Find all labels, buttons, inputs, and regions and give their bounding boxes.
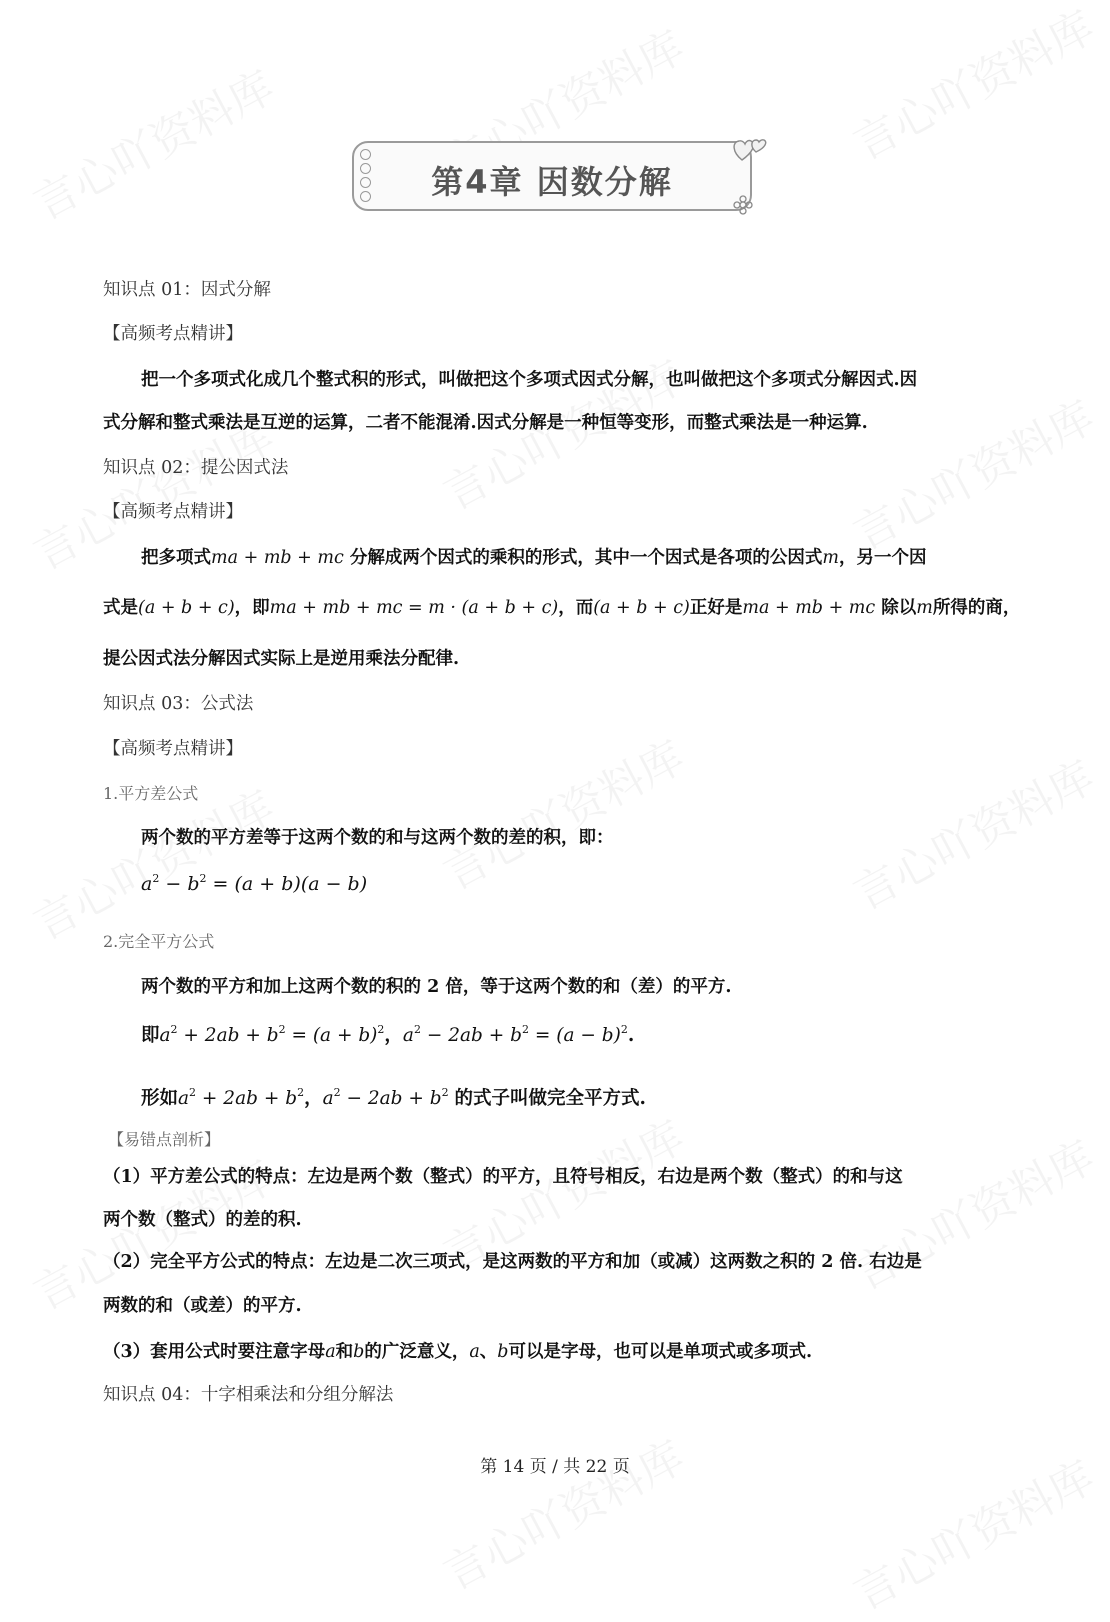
text: 把多项式 xyxy=(141,548,211,568)
text: ，即 xyxy=(234,598,270,618)
formula: ma + mb + mc = m · (a + b + c) xyxy=(269,598,559,618)
text: 分解成两个因式的乘积的形式，其中一个因式是各项的公因式 xyxy=(349,548,823,568)
text: （3）套用公式时要注意字母 xyxy=(103,1342,326,1362)
error-3 xyxy=(103,1340,812,1364)
text: ， xyxy=(304,1088,323,1109)
error-tag: 【易错点剖析】 xyxy=(108,1130,221,1149)
tag-k3: 【高频考点精讲】 xyxy=(103,739,243,759)
variable: a xyxy=(325,1342,336,1362)
watermark xyxy=(840,0,1103,172)
variable: b xyxy=(353,1342,365,1362)
text: 除以 xyxy=(881,598,917,618)
variable: b xyxy=(497,1342,509,1362)
error-1-line1: （1）平方差公式的特点：左边是两个数（整式）的平方，且符号相反，右边是两个数（整式）的和与这 xyxy=(103,1167,903,1187)
watermark xyxy=(430,1422,693,1602)
hearts-icon xyxy=(730,130,770,170)
s1-text: 两个数的平方差等于这两个数的和与这两个数的差的积，即： xyxy=(141,828,614,848)
text: 正好是 xyxy=(689,598,743,618)
formula-difference-of-squares: $a^2 - b^2 = (a + b)(a - b)$ xyxy=(141,872,368,895)
text: 所得的商， xyxy=(932,598,1021,618)
text: ，另一个因 xyxy=(839,548,927,568)
tag-k2: 【高频考点精讲】 xyxy=(103,502,243,522)
formula: ma + mb + mc xyxy=(211,548,344,568)
text: 和 xyxy=(335,1342,354,1362)
section-title-k1: 知识点 01：因式分解 xyxy=(103,280,271,300)
section-title-k4: 知识点 04：十字相乘法和分组分解法 xyxy=(103,1385,394,1405)
text: 可以是字母，也可以是单项式或多项式. xyxy=(508,1342,813,1362)
watermark xyxy=(840,742,1103,922)
section-title-k2: 知识点 02：提公因式法 xyxy=(103,458,289,478)
text: ，而 xyxy=(558,598,594,618)
watermark xyxy=(430,722,693,902)
variable: m xyxy=(916,598,933,618)
text: 的广泛意义， xyxy=(364,1342,470,1362)
chapter-banner xyxy=(352,141,752,211)
k1-paragraph-line2: 式分解和整式乘法是互逆的运算，二者不能混淆.因式分解是一种恒等变形，而整式乘法是一种运算. xyxy=(103,413,868,433)
s2-text: 两个数的平方和加上这两个数的积的 2 倍，等于这两个数的和（差）的平方. xyxy=(141,977,732,997)
variable: a xyxy=(469,1342,480,1362)
error-2-line1: （2）完全平方公式的特点：左边是二次三项式，是这两数的平方和加（或减）这两数之积的 2 倍. 右边是 xyxy=(103,1252,922,1272)
text: 形如 xyxy=(141,1088,179,1109)
flower-icon xyxy=(732,194,754,216)
watermark xyxy=(840,1122,1103,1302)
subsection-title-1: 1.平方差公式 xyxy=(103,784,199,803)
perfect-square-form: 形如$a^2 + 2ab + b^2$，$a^2 - 2ab + b^2$ 的式子叫做完全平方式. xyxy=(141,1086,646,1109)
text: 即 xyxy=(141,1025,160,1046)
watermark xyxy=(840,382,1103,562)
k2-line3: 提公因式法分解因式实际上是逆用乘法分配律. xyxy=(103,649,460,669)
k1-paragraph-line1: 把一个多项式化成几个整式积的形式，叫做把这个多项式因式分解，也叫做把这个多项式分解因式.因 xyxy=(141,370,918,390)
k2-line2 xyxy=(103,596,1020,620)
text: 、 xyxy=(479,1342,498,1362)
formula: ma + mb + mc xyxy=(742,598,876,618)
text: . xyxy=(627,1025,635,1046)
variable: m xyxy=(822,548,839,568)
chapter-title: 第4章 因数分解 xyxy=(431,163,673,201)
text: ， xyxy=(384,1025,403,1046)
subsection-title-2: 2.完全平方公式 xyxy=(103,932,215,951)
k2-line1 xyxy=(141,546,927,570)
text: 式是 xyxy=(103,598,138,618)
error-1-line2: 两个数（整式）的差的积. xyxy=(103,1210,302,1230)
watermark xyxy=(20,52,283,232)
formula: (a + b + c) xyxy=(593,598,690,618)
formula-perfect-square: 即$a^2 + 2ab + b^2 = (a + b)^2$，$a^2 - 2ab + b^2 = (a - b)^2$. xyxy=(141,1023,635,1046)
formula: (a + b + c) xyxy=(138,598,235,618)
error-2-line2: 两数的和（或差）的平方. xyxy=(103,1296,302,1316)
section-title-k3: 知识点 03：公式法 xyxy=(103,694,254,714)
page-footer: 第 14 页 / 共 22 页 xyxy=(480,1457,630,1477)
text: 的式子叫做完全平方式. xyxy=(454,1088,646,1109)
tag-k1: 【高频考点精讲】 xyxy=(103,324,243,344)
